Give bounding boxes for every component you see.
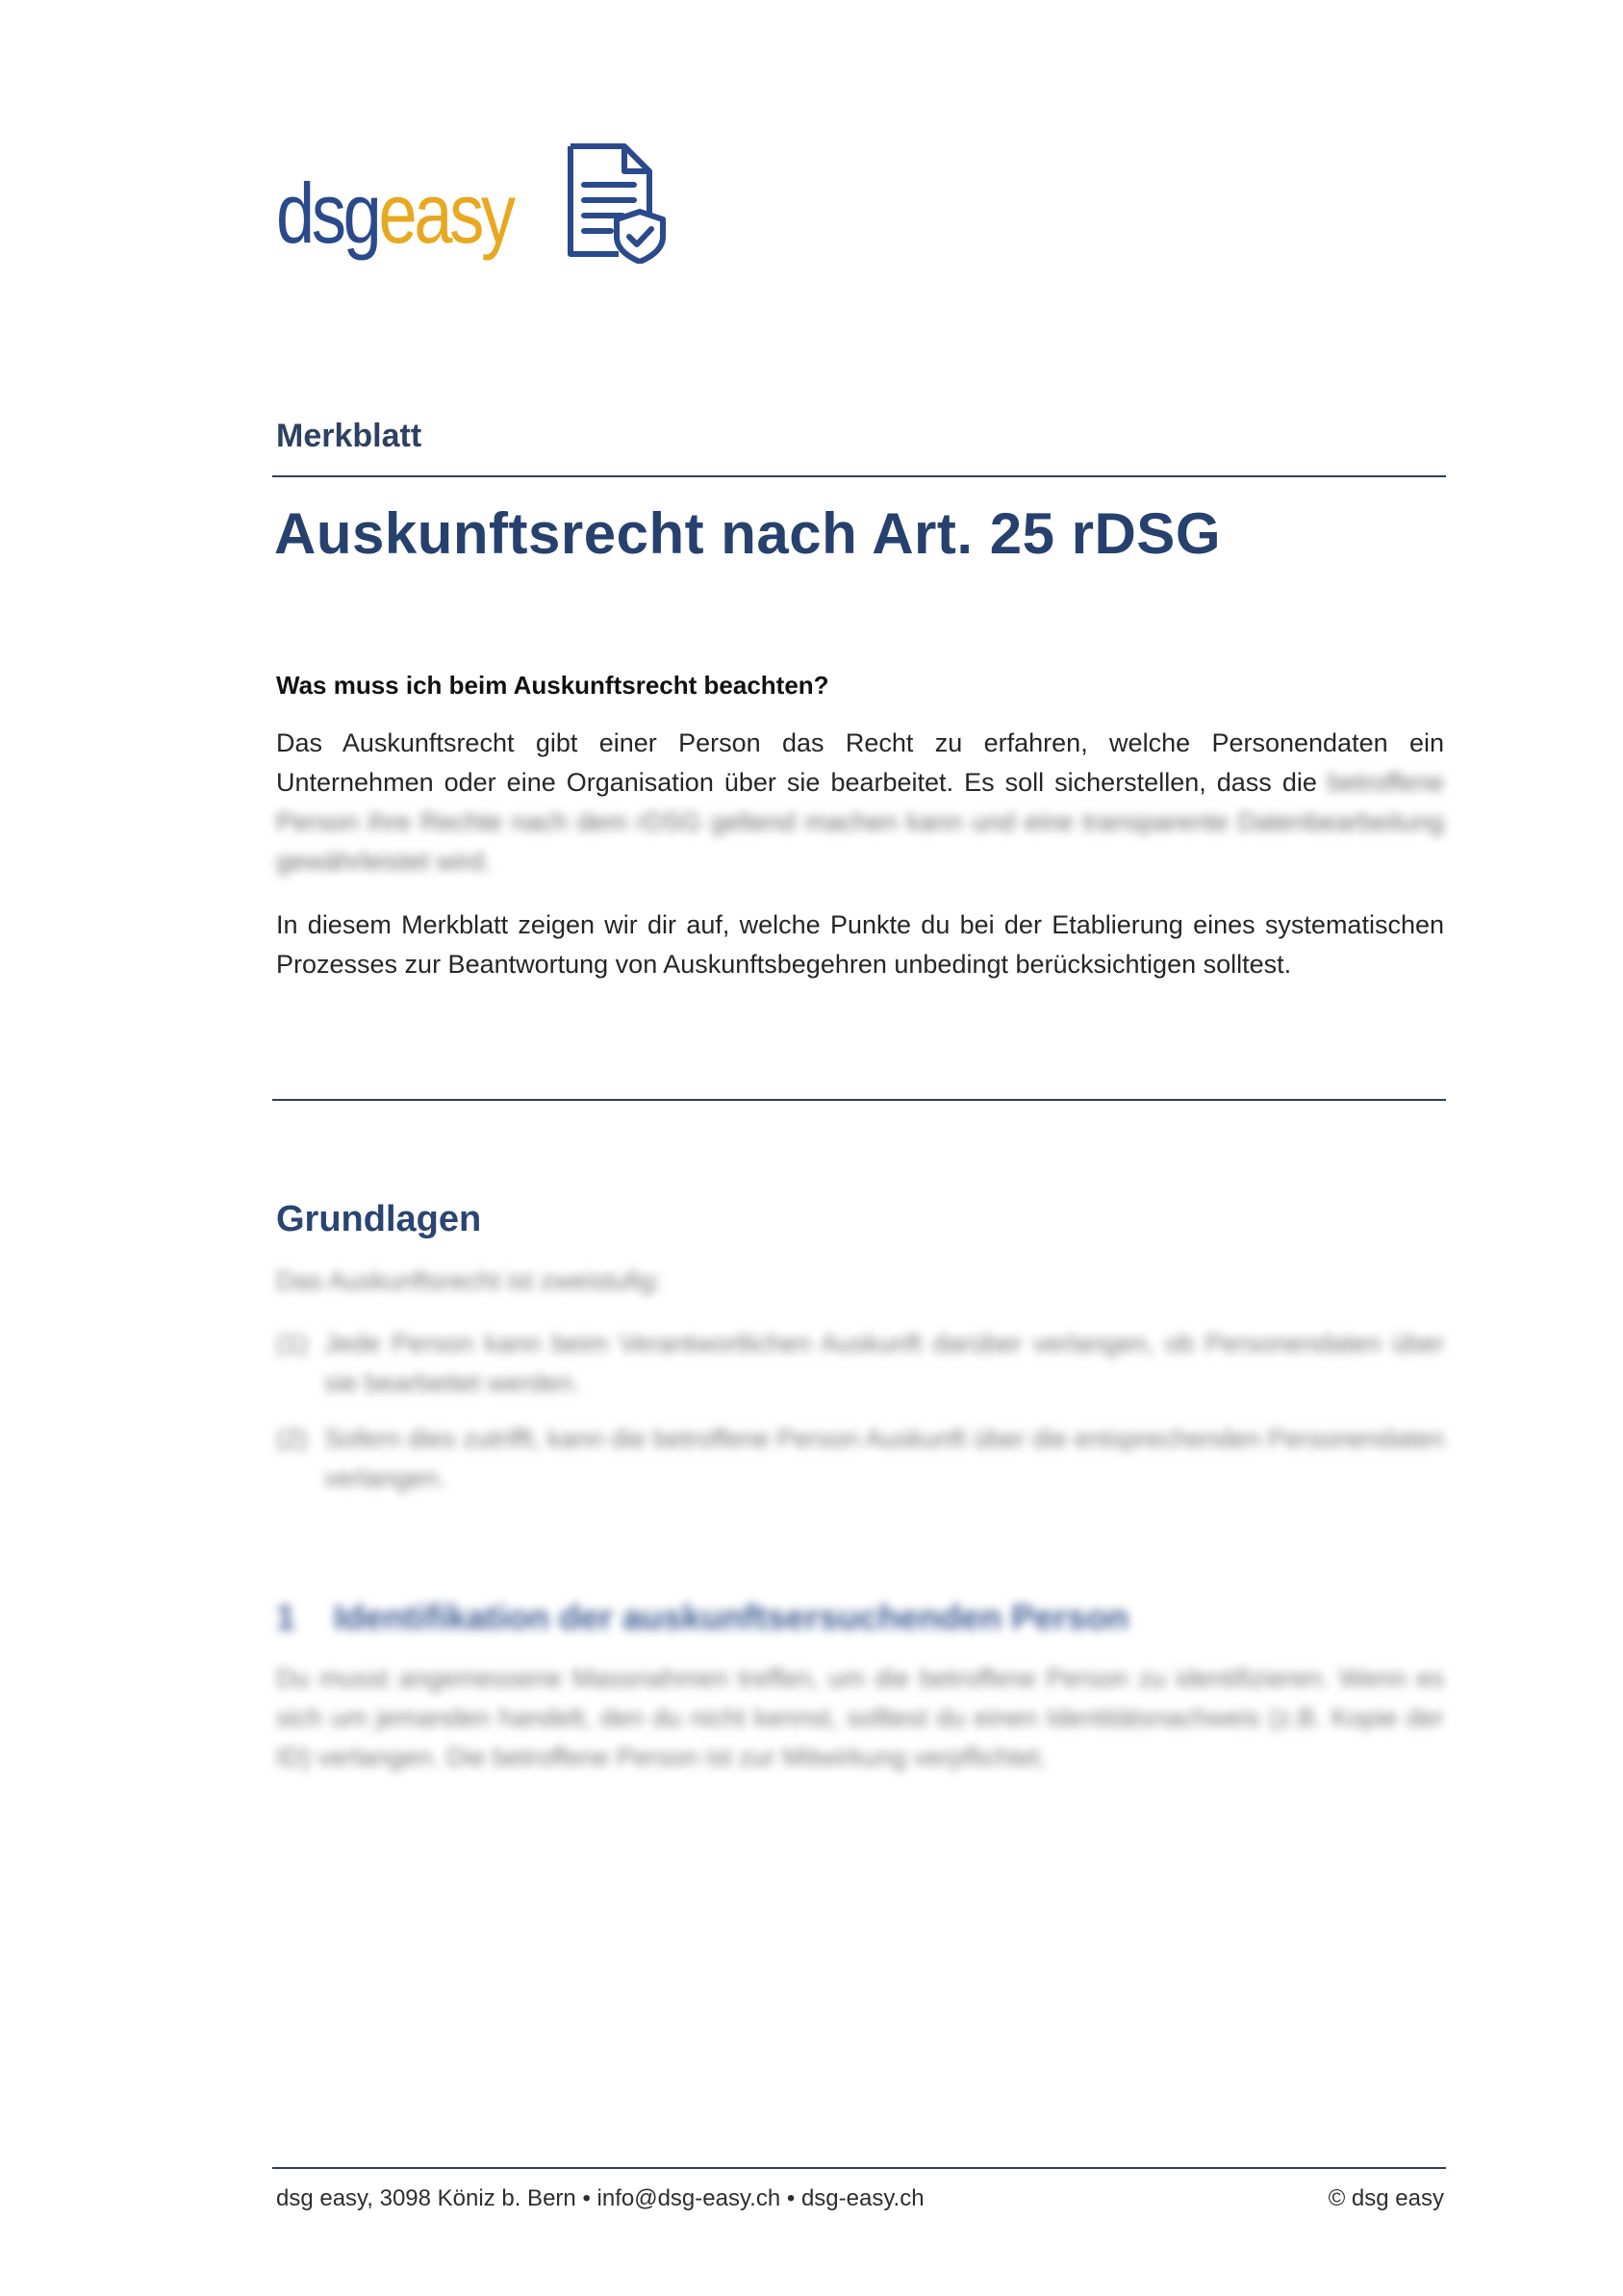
intro-divider: [272, 1099, 1446, 1101]
footer-separator: •: [786, 2185, 796, 2211]
grundlagen-list-item: [276, 1419, 1444, 1498]
header-divider: [272, 475, 1446, 477]
grundlagen-intro-text: Das Auskunftsrecht ist zweistufig:: [276, 1266, 662, 1295]
grundlagen-list-item: [276, 1324, 1444, 1403]
footer-email-link[interactable]: info@dsg-easy.ch: [596, 2185, 781, 2211]
footer-separator: •: [582, 2185, 591, 2211]
dsgeasy-logo: [276, 135, 565, 269]
list-item-text: Jede Person kann beim Verantwortlichen Auskunft darüber verlangen, ob Personendaten über sie bearbeitet werden.: [324, 1329, 1444, 1397]
section-1-number: 1: [276, 1597, 296, 1637]
intro-paragraph-1-blurred-text: betroffene Person ihre Rechte nach dem rDSG geltend machen kann und eine transparente Datenbearbeitung gewährleistet wird.: [276, 768, 1444, 876]
footer-divider: [272, 2167, 1446, 2169]
document-kind-label: Merkblatt: [276, 418, 422, 454]
intro-question-heading: Was muss ich beim Auskunftsrecht beachten?: [276, 671, 829, 700]
intro-paragraph-1: [276, 724, 1444, 881]
grundlagen-heading: Grundlagen: [276, 1199, 482, 1239]
list-item-number: (1): [276, 1329, 308, 1358]
footer-website-link[interactable]: dsg-easy.ch: [800, 2185, 925, 2211]
footer-contact: [276, 2185, 925, 2212]
footer-company: dsg easy, 3098 Köniz b. Bern: [276, 2185, 576, 2211]
logo-wordmark: [276, 166, 513, 261]
section-1-title: Identifikation der auskunftsersuchenden Person: [334, 1597, 1129, 1637]
list-item-text: Sofern dies zutrifft, kann die betroffene Person Auskunft über die entsprechenden Personendaten verlangen.: [324, 1424, 1444, 1492]
logo-easy-text: easy: [378, 166, 513, 261]
footer-copyright: © dsg easy: [1328, 2185, 1444, 2211]
intro-paragraph-2: In diesem Merkblatt zeigen wir dir auf, welche Punkte du bei der Etablierung eines systematischen Prozesses zur Beantwortung von Auskunftsbegehren unbedingt berücksichtigen solltest.: [276, 910, 1444, 979]
section-1-heading: [276, 1597, 1128, 1638]
document-shield-check-icon: [561, 142, 671, 264]
section-1-text: Du musst angemessene Massnahmen treffen, um die betroffene Person zu identifizieren. Wenn es sich um jemanden handelt, den du nicht kennst, solltest du einen Identitätsnachweis (z.B. Kopie der ID) verlangen. Die betroffene Person ist zur Mitwirkung verpflichtet.: [276, 1664, 1444, 1772]
intro-paragraph-1-text: Das Auskunftsrecht gibt einer Person das Recht zu erfahren, welche Personendaten ein Unternehmen oder eine Organisation über sie bearbeitet. Es soll sicherstellen, dass die: [276, 728, 1444, 797]
logo-dsg-text: dsg: [276, 166, 379, 261]
list-item-number: (2): [276, 1424, 308, 1453]
page-title: Auskunftsrecht nach Art. 25 rDSG: [274, 501, 1221, 566]
